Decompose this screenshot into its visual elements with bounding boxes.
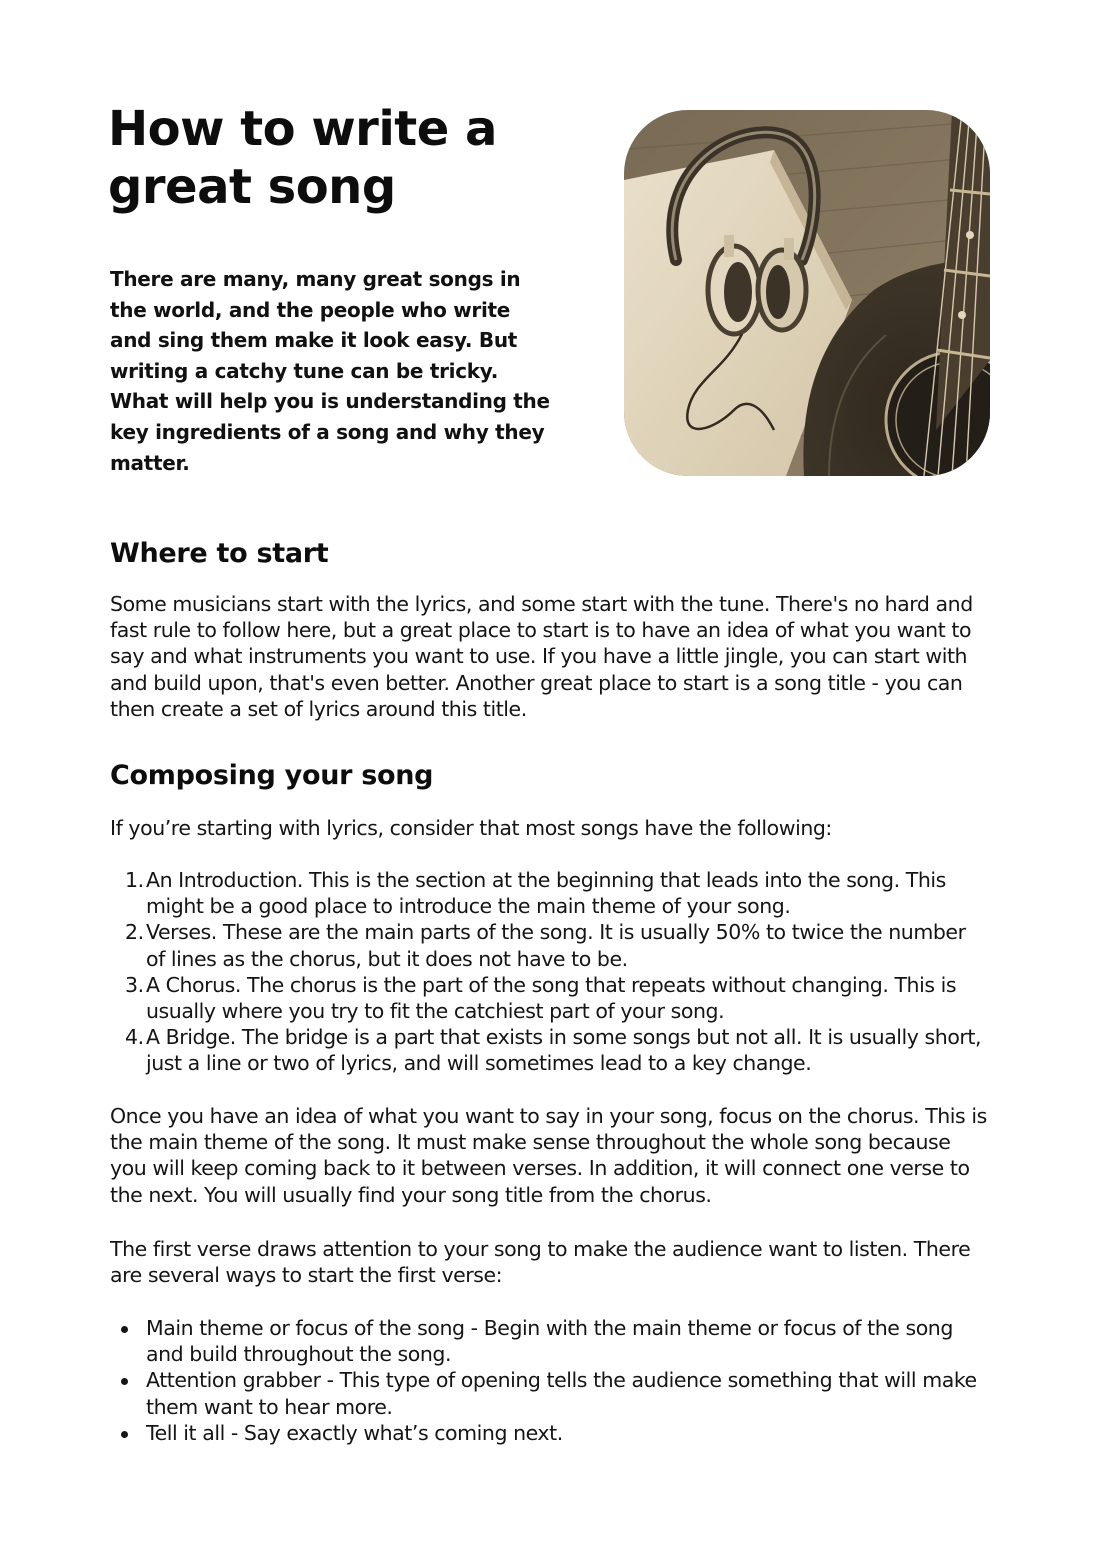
where-to-start-paragraph: Some musicians start with the lyrics, and some start with the tune. There's no hard and fast rule to follow here, but a great place to start is to have an idea of what you want to say and what instruments you want to use. If you have a little jingle, you can start with and build upon, that's even better. Another great place to start is a song title - you can then create a set of lyrics around this title.: [110, 592, 973, 721]
list-item-text: Tell it all - Say exactly what’s coming next.: [146, 1420, 563, 1445]
heading-where-to-start: Where to start: [110, 538, 329, 569]
composing-lead-paragraph: If you’re starting with lyrics, consider that most songs have the following:: [110, 816, 832, 840]
list-item: [110, 1367, 990, 1419]
intro-paragraph: There are many, many great songs in the world, and the people who write and sing them make it look easy. But writing a catchy tune can be tricky. What will help you is understanding the key ingredients of a song and why they matter.: [110, 267, 550, 475]
list-item: [110, 1024, 990, 1076]
list-item: [110, 1420, 990, 1446]
first-verse-paragraph: The first verse draws attention to your song to make the audience want to listen. There are several ways to start the first verse:: [110, 1237, 971, 1288]
list-item: [110, 919, 990, 971]
song-parts-list: [110, 867, 990, 1077]
list-item: [110, 867, 990, 919]
list-item-number: 4.: [125, 1025, 144, 1050]
headphones-guitar-illustration: [624, 110, 990, 476]
list-item-number: 3.: [125, 972, 144, 997]
list-item-text: Attention grabber - This type of opening tells the audience something that will make them want to hear more.: [146, 1368, 977, 1419]
list-item-text: Main theme or focus of the song - Begin with the main theme or focus of the song and build throughout the song.: [146, 1316, 953, 1367]
chorus-paragraph: Once you have an idea of what you want to say in your song, focus on the chorus. This is the main theme of the song. It must make sense throughout the whole song because you will keep coming back to it between verses. In addition, it will connect one verse to the next. You will usually find your song title from the chorus.: [110, 1104, 987, 1207]
list-item-text: An Introduction. This is the section at the beginning that leads into the song. This might be a good place to introduce the main theme of your song.: [146, 868, 946, 919]
page-title: How to write a great song: [108, 101, 497, 215]
list-item: [110, 1315, 990, 1367]
list-item-text: A Bridge. The bridge is a part that exists in some songs but not all. It is usually short, just a line or two of lyrics, and will sometimes lead to a key change.: [146, 1025, 982, 1076]
list-item-number: 2.: [125, 920, 144, 945]
first-verse-options-list: [110, 1315, 990, 1446]
list-item-number: 1.: [125, 868, 144, 892]
list-item-text: A Chorus. The chorus is the part of the song that repeats without changing. This is usually where you try to fit the catchiest part of your song.: [146, 972, 957, 1024]
bullet-icon: [121, 1378, 128, 1385]
bullet-icon: [121, 1431, 128, 1438]
hero-photo: [624, 110, 990, 476]
list-item: [110, 972, 990, 1024]
heading-composing-your-song: Composing your song: [110, 760, 434, 791]
bullet-icon: [121, 1326, 128, 1333]
list-item-text: Verses. These are the main parts of the song. It is usually 50% to twice the number of lines as the chorus, but it does not have to be.: [146, 920, 966, 971]
